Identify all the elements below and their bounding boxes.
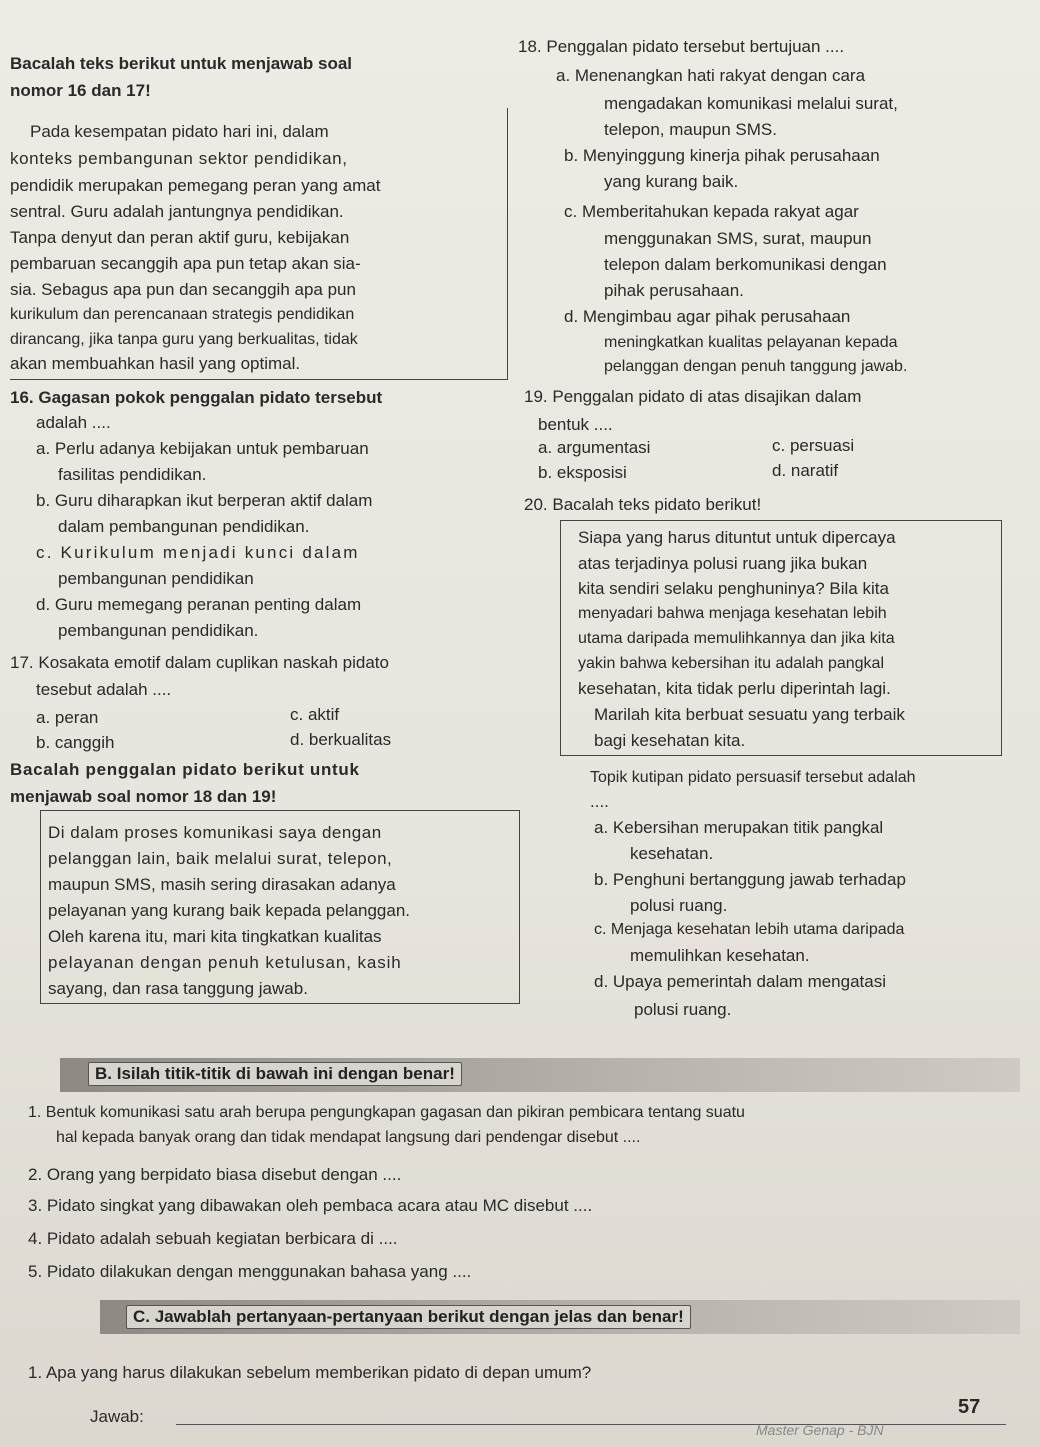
q17-option-c[interactable]: c. aktif (290, 705, 340, 724)
q18-option-a-cont: telepon, maupun SMS. (604, 120, 777, 139)
q16-option-d[interactable]: d. Guru memegang peranan penting dalam (36, 595, 362, 614)
passage-1-line: pembaruan secanggih apa pun tetap akan sia- (10, 254, 361, 273)
q16-option-a-cont: fasilitas pendidikan. (58, 465, 207, 484)
section-b-item-3: 3. Pidato singkat yang dibawakan oleh pembaca acara atau MC disebut .... (28, 1196, 593, 1215)
q19-stem-2: bentuk .... (538, 415, 613, 434)
passage-1-line: pendidik merupakan pemegang peran yang amat (10, 176, 381, 195)
passage-1-line: sentral. Guru adalah jantungnya pendidikan. (10, 202, 344, 221)
passage-1-line: kurikulum dan perencanaan strategis pendidikan (10, 306, 355, 323)
q20-option-d-cont: polusi ruang. (634, 1000, 732, 1019)
q18-option-c-cont: menggunakan SMS, surat, maupun (604, 229, 872, 248)
q17-option-a[interactable]: a. peran (36, 708, 99, 727)
q18-option-c-cont: pihak perusahaan. (604, 281, 744, 300)
q18-option-b-cont: yang kurang baik. (604, 172, 739, 191)
passage-3-line: yakin bahwa kebersihan itu adalah pangkal (578, 655, 884, 672)
passage-1-line: sia. Sebagus apa pun dan secanggih apa pun (10, 280, 356, 299)
passage-2-line: maupun SMS, masih sering dirasakan adanya (48, 875, 396, 894)
q18-option-d-cont: pelanggan dengan penuh tanggung jawab. (604, 358, 908, 375)
section-c-title: C. Jawablah pertanyaan-pertanyaan berikut dengan jelas dan benar! (126, 1305, 691, 1329)
q20-option-b-cont: polusi ruang. (630, 896, 728, 915)
answer-label: Jawab: (90, 1407, 144, 1426)
page-number: 57 (958, 1396, 981, 1418)
passage-2-line: sayang, dan rasa tanggung jawab. (48, 979, 308, 998)
q16-option-d-cont: pembangunan pendidikan. (58, 621, 259, 640)
passage-3-line: menyadari bahwa menjaga kesehatan lebih (578, 605, 887, 622)
passage-1-line: Tanpa denyut dan peran aktif guru, kebijakan (10, 228, 350, 247)
footer-text: Master Genap - BJN (756, 1422, 884, 1438)
q20-question: Topik kutipan pidato persuasif tersebut adalah (590, 769, 916, 786)
q20-option-c[interactable]: c. Menjaga kesehatan lebih utama daripada (594, 921, 905, 938)
q20-option-b[interactable]: b. Penghuni bertanggung jawab terhadap (594, 870, 906, 889)
section-c-question-1: 1. Apa yang harus dilakukan sebelum memberikan pidato di depan umum? (28, 1363, 592, 1382)
q20-option-a[interactable]: a. Kebersihan merupakan titik pangkal (594, 818, 884, 837)
q19-stem: 19. Penggalan pidato di atas disajikan dalam (524, 387, 862, 406)
q20-stem: 20. Bacalah teks pidato berikut! (524, 495, 762, 514)
passage-2-line: pelanggan lain, baik melalui surat, telepon, (48, 849, 393, 868)
q16-stem: 16. Gagasan pokok penggalan pidato tersebut (10, 388, 383, 407)
passage-1-line: akan membuahkan hasil yang optimal. (10, 354, 301, 373)
passage-1-line: konteks pembangunan sektor pendidikan, (10, 149, 348, 168)
q17-option-d[interactable]: d. berkualitas (290, 730, 392, 749)
passage-3-line: Siapa yang harus dituntut untuk dipercaya (578, 528, 896, 547)
q17-stem-2: tesebut adalah .... (36, 680, 172, 699)
passage-3-line: atas terjadinya polusi ruang jika bukan (578, 554, 868, 573)
q17-option-b[interactable]: b. canggih (36, 733, 115, 752)
q17-stem: 17. Kosakata emotif dalam cuplikan naskah pidato (10, 653, 389, 672)
q16-option-b[interactable]: b. Guru diharapkan ikut berperan aktif dalam (36, 491, 373, 510)
intro-2-line-2: menjawab soal nomor 18 dan 19! (10, 787, 277, 806)
passage-3-line: kesehatan, kita tidak perlu diperintah lagi. (578, 679, 891, 698)
q18-option-c[interactable]: c. Memberitahukan kepada rakyat agar (564, 202, 859, 221)
section-b-item-1: 1. Bentuk komunikasi satu arah berupa pengungkapan gagasan dan pikiran pembicara tentang suatu (28, 1104, 745, 1121)
q18-stem: 18. Penggalan pidato tersebut bertujuan .... (518, 37, 845, 56)
q20-option-a-cont: kesehatan. (630, 844, 714, 863)
section-b-item-4: 4. Pidato adalah sebuah kegiatan berbicara di .... (28, 1229, 398, 1248)
q19-option-d[interactable]: d. naratif (772, 461, 839, 480)
passage-3-line: utama daripada memulihkannya dan jika kita (578, 630, 895, 647)
q16-option-b-cont: dalam pembangunan pendidikan. (58, 517, 310, 536)
q20-option-c-cont: memulihkan kesehatan. (630, 946, 810, 965)
passage-2-line: Oleh karena itu, mari kita tingkatkan kualitas (48, 927, 382, 946)
intro-2-line-1: Bacalah penggalan pidato berikut untuk (10, 760, 360, 779)
q20-question-cont: .... (590, 792, 609, 811)
q18-option-a[interactable]: a. Menenangkan hati rakyat dengan cara (556, 66, 866, 85)
passage-2-line: pelayanan dengan penuh ketulusan, kasih (48, 953, 402, 972)
section-b-item-5: 5. Pidato dilakukan dengan menggunakan bahasa yang .... (28, 1262, 472, 1281)
section-b-item-2: 2. Orang yang berpidato biasa disebut dengan .... (28, 1165, 402, 1184)
q18-option-c-cont: telepon dalam berkomunikasi dengan (604, 255, 887, 274)
passage-3-line: Marilah kita berbuat sesuatu yang terbaik (594, 705, 905, 724)
q18-option-a-cont: mengadakan komunikasi melalui surat, (604, 94, 898, 113)
q18-option-d[interactable]: d. Mengimbau agar pihak perusahaan (564, 307, 851, 326)
q19-option-b[interactable]: b. eksposisi (538, 463, 627, 482)
intro-line-1: Bacalah teks berikut untuk menjawab soal (10, 54, 353, 73)
passage-3-line: kita sendiri selaku penghuninya? Bila kita (578, 579, 889, 598)
section-b-title: B. Isilah titik-titik di bawah ini dengan benar! (88, 1062, 462, 1086)
passage-1-line: Pada kesempatan pidato hari ini, dalam (30, 122, 329, 141)
passage-1-line: dirancang, jika tanpa guru yang berkualitas, tidak (10, 331, 358, 348)
q16-option-c-cont: pembangunan pendidikan (58, 569, 254, 588)
q16-stem-2: adalah .... (36, 413, 111, 432)
passage-2-line: Di dalam proses komunikasi saya dengan (48, 823, 382, 842)
q18-option-d-cont: meningkatkan kualitas pelayanan kepada (604, 334, 898, 351)
q19-option-c[interactable]: c. persuasi (772, 436, 855, 455)
q16-option-c[interactable]: c. Kurikulum menjadi kunci dalam (36, 543, 360, 562)
section-b-item-1-cont: hal kepada banyak orang dan tidak mendapat langsung dari pendengar disebut .... (56, 1129, 641, 1146)
passage-3-line: bagi kesehatan kita. (594, 731, 746, 750)
q19-option-a[interactable]: a. argumentasi (538, 438, 651, 457)
passage-2-line: pelayanan yang kurang baik kepada pelanggan. (48, 901, 411, 920)
q20-option-d[interactable]: d. Upaya pemerintah dalam mengatasi (594, 972, 886, 991)
q18-option-b[interactable]: b. Menyinggung kinerja pihak perusahaan (564, 146, 880, 165)
intro-line-2: nomor 16 dan 17! (10, 81, 151, 100)
q16-option-a[interactable]: a. Perlu adanya kebijakan untuk pembaruan (36, 439, 369, 458)
